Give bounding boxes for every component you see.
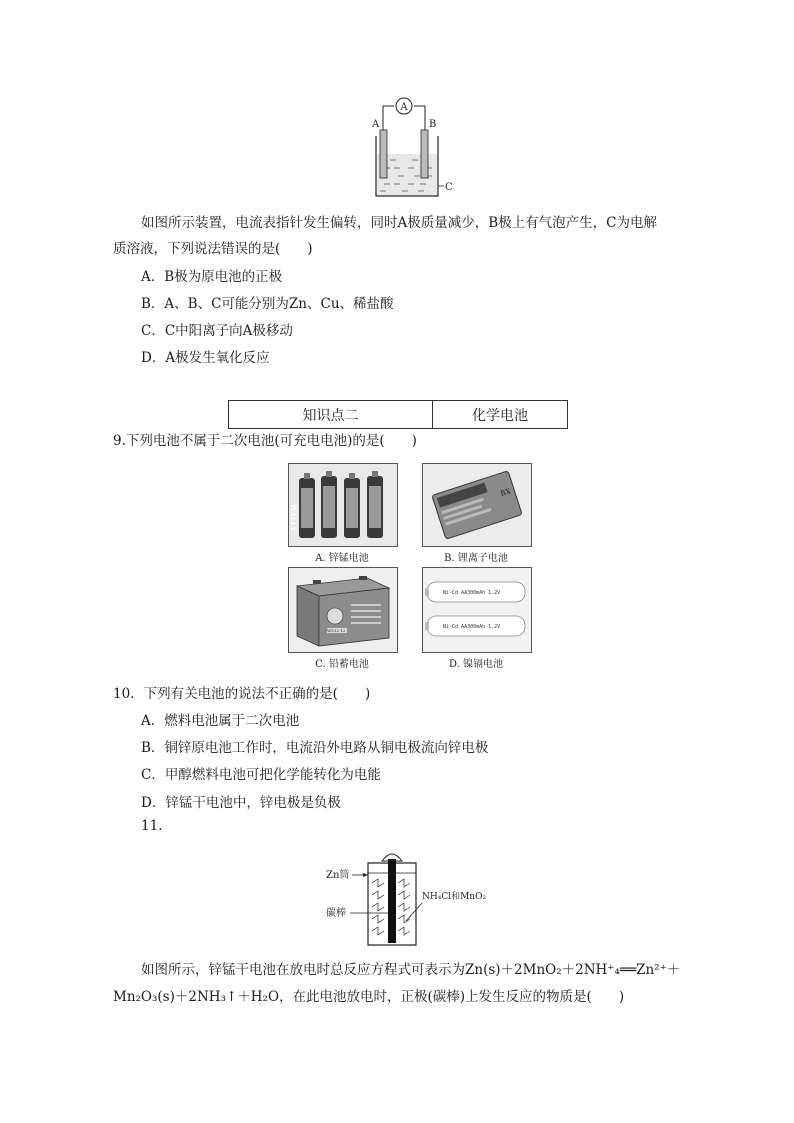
svg-text:WS12-12: WS12-12	[327, 628, 346, 633]
knowledge-point-table	[228, 400, 568, 429]
q8-stem-line1: 如图所示装置，电流表指针发生偏转，同时A极质量减少，B极上有气泡产生，C为电解	[141, 215, 657, 231]
q10-stem: 10．下列有关电池的说法不正确的是( )	[113, 686, 371, 702]
photo-zinc-manganese-battery	[288, 463, 398, 547]
carbon-rod-label: 碳棒	[326, 908, 346, 919]
svg-text:Ni-Cd AA300mAh 1.2V: Ni-Cd AA300mAh 1.2V	[443, 624, 501, 630]
knowledge-point-number: 知识点二	[229, 401, 433, 428]
q8-option-b: B．A、B、C可能分别为Zn、Cu、稀盐酸	[141, 296, 394, 312]
electrode-b	[421, 130, 428, 178]
svg-text:WALLY: WALLY	[289, 504, 298, 532]
q11-number: 11.	[141, 818, 163, 834]
q11-stem-line2: Mn₂O₃(s)＋2NH₃↑＋H₂O，在此电池放电时，正极(碳棒)上发生反应的物质是( )	[113, 989, 625, 1005]
electrode-a-label: A	[372, 119, 380, 130]
zn-can-label: Zn筒	[326, 870, 350, 881]
q10-option-a: A．燃料电池属于二次电池	[141, 713, 300, 729]
q10-option-d: D．锌锰干电池中，锌电极是负极	[141, 795, 341, 811]
svg-text:A: A	[400, 102, 408, 113]
q9-caption-d: D. 镍镉电池	[448, 659, 504, 670]
q10-option-b: B．铜锌原电池工作时，电流沿外电路从铜电极流向锌电极	[141, 740, 489, 756]
lead-acid-battery-icon	[297, 586, 319, 646]
q8-stem-line2: 质溶液，下列说法错误的是( )	[113, 241, 313, 257]
electrode-b-label: B	[429, 119, 437, 130]
q9-caption-c: C. 铅蓄电池	[315, 659, 369, 670]
paste-label: NH₄Cl和MnO₂	[422, 892, 487, 902]
q11-stem-line1: 如图所示，锌锰干电池在放电时总反应方程式可表示为Zn(s)＋2MnO₂＋2NH⁺₄══Zn²⁺＋	[141, 962, 681, 978]
electrolyte-c-label: C	[445, 182, 453, 193]
svg-text:BX: BX	[499, 487, 512, 498]
q8-option-d: D．A极发生氧化反应	[141, 350, 270, 366]
q8-option-c: C．C中阳离子向A极移动	[141, 323, 293, 339]
svg-text:Ni-Cd AA300mAh 1.2V: Ni-Cd AA300mAh 1.2V	[443, 590, 501, 596]
photo-lead-acid-battery	[288, 567, 398, 653]
q9-stem: 9.下列电池不属于二次电池(可充电电池)的是( )	[113, 433, 417, 449]
q9-caption-a: A. 锌锰电池	[315, 553, 369, 564]
q9-caption-b: B. 锂离子电池	[444, 553, 508, 564]
dry-cell-diagram	[322, 843, 487, 948]
aa-battery-icon	[299, 473, 315, 538]
galvanic-cell-diagram	[370, 96, 460, 198]
q8-option-a: A．B极为原电池的正极	[141, 269, 283, 285]
photo-nickel-cadmium-battery	[422, 567, 532, 653]
q10-option-c: C．甲醇燃料电池可把化学能转化为电能	[141, 767, 381, 783]
photo-lithium-ion-battery	[422, 463, 532, 547]
knowledge-point-title: 化学电池	[472, 407, 528, 424]
electrode-a	[380, 130, 387, 178]
carbon-rod	[388, 859, 396, 943]
